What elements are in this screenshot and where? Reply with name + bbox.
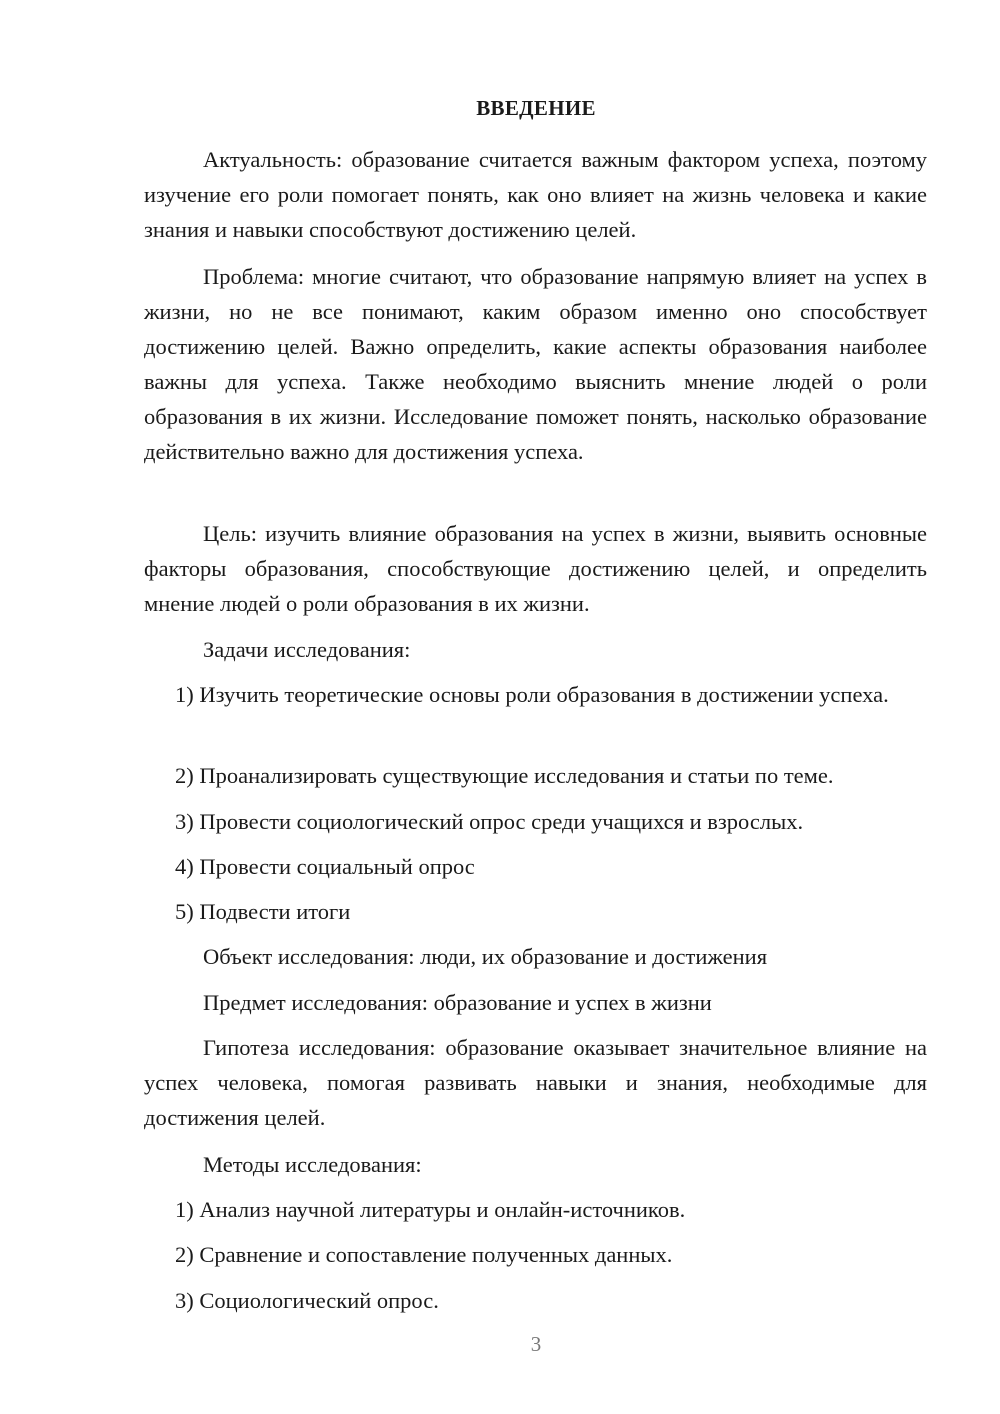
goal-paragraph: Цель: изучить влияние образования на успех в жизни, выявить основные факторы образования, способствующие достижению целей, и определить мнение людей о роли образования в их жизни.: [144, 521, 927, 616]
page-number: 3: [530, 1332, 542, 1356]
task-item-4: 4) Провести социальный опрос: [175, 854, 475, 879]
task-item-1: 1) Изучить теоретические основы роли образования в достижении успеха.: [175, 682, 889, 707]
subject-paragraph: Предмет исследования: образование и успех в жизни: [203, 990, 712, 1015]
task-item-5: 5) Подвести итоги: [175, 899, 351, 924]
methods-heading: Методы исследования:: [203, 1152, 422, 1177]
page-title: ВВЕДЕНИЕ: [476, 96, 596, 120]
problem-paragraph: Проблема: многие считают, что образование напрямую влияет на успех в жизни, но не все понимают, каким образом именно оно способствует достижению целей. Важно определить, какие аспекты образования наиболее важны для успеха. Также необходимо выяснить мнение людей о роли образования в их жизни. Исследование поможет понять, насколько образование действительно важно для достижения успеха.: [144, 264, 927, 464]
object-paragraph: Объект исследования: люди, их образование и достижения: [203, 944, 768, 969]
tasks-heading: Задачи исследования:: [203, 637, 411, 662]
task-item-2: 2) Проанализировать существующие исследования и статьи по теме.: [175, 763, 834, 788]
method-item-2: 2) Сравнение и сопоставление полученных данных.: [175, 1242, 673, 1267]
method-item-3: 3) Социологический опрос.: [175, 1288, 439, 1313]
relevance-paragraph: Актуальность: образование считается важным фактором успеха, поэтому изучение его роли помогает понять, как оно влияет на жизнь человека и какие знания и навыки способствуют достижению целей.: [144, 147, 927, 242]
task-item-3: 3) Провести социологический опрос среди учащихся и взрослых.: [175, 809, 804, 834]
method-item-1: 1) Анализ научной литературы и онлайн-источников.: [175, 1197, 686, 1222]
hypothesis-paragraph: Гипотеза исследования: образование оказывает значительное влияние на успех человека, помогая развивать навыки и знания, необходимые для достижения целей.: [144, 1035, 927, 1130]
